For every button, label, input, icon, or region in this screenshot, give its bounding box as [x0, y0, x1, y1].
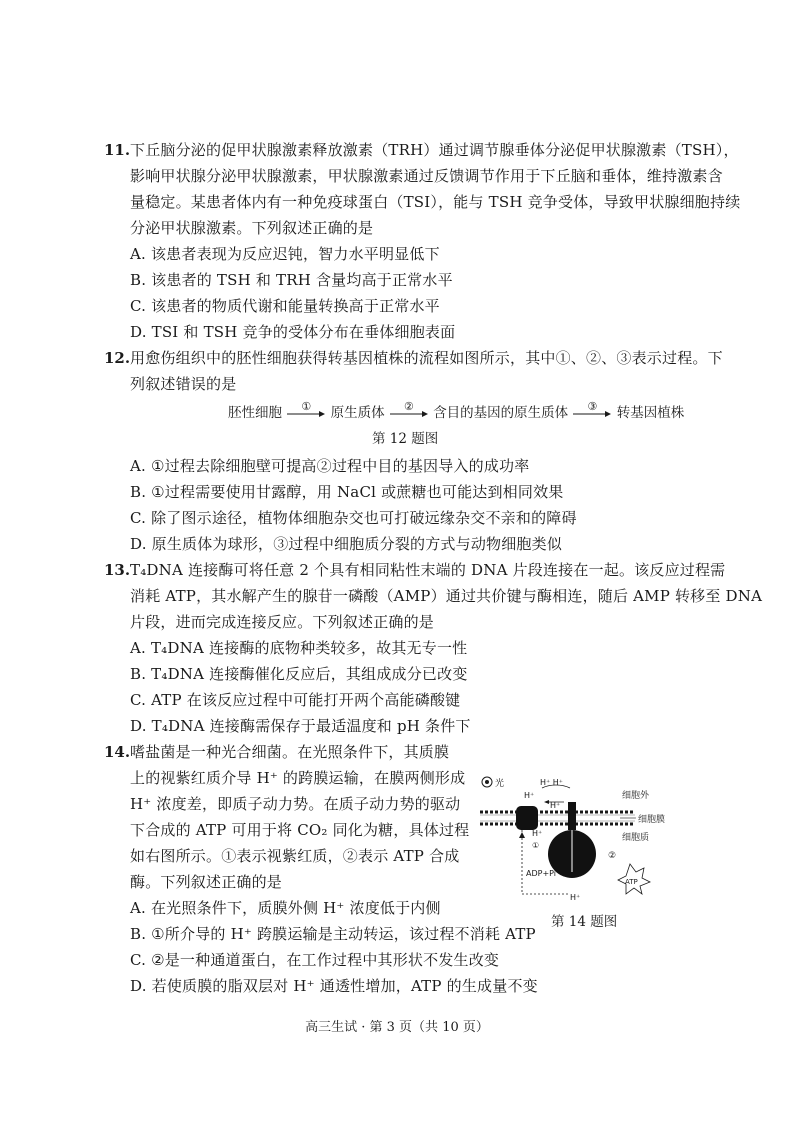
flow-node-protoplast: 原生质体	[330, 404, 385, 421]
q14-stem-line: 嗜盐菌是一种光合细菌。在光照条件下，其质膜	[130, 743, 450, 761]
q12-flowchart	[228, 399, 685, 423]
q14-stem-line: 如右图所示。①表示视紫红质，②表示 ATP 合成	[130, 847, 460, 865]
q12-stem-line: 列叙述错误的是	[130, 375, 237, 393]
flow-arrow-1	[286, 399, 326, 423]
q11-option-d: D. TSI 和 TSH 竞争的受体分布在垂体细胞表面	[130, 323, 456, 341]
h-ion-mid-label: H⁺	[550, 801, 561, 810]
q12-option-d: D. 原生质体为球形，③过程中细胞质分裂的方式与动物细胞类似	[130, 535, 563, 553]
h-ion-a-label: H⁺	[524, 791, 535, 800]
q14-option-b: B. ①所介导的 H⁺ 跨膜运输是主动转运，该过程不消耗 ATP	[130, 925, 536, 943]
atp-label: ATP	[625, 878, 638, 886]
q13-stem-line: 消耗 ATP，其水解产生的腺苷一磷酸（AMP）通过共价键与酶相连，随后 AMP 转移至 DNA	[130, 587, 763, 605]
flow-step-2-label: ②	[403, 399, 414, 413]
h-ion-bottom-label: H⁺	[570, 893, 581, 902]
q13-option-c: C. ATP 在该反应过程中可能打开两个高能磷酸键	[130, 691, 461, 709]
outside-cell-label: 细胞外	[622, 791, 650, 801]
atp-synthase-stalk	[568, 802, 576, 830]
q13-option-a: A. T₄DNA 连接酶的底物种类较多，故其无专一性	[130, 639, 468, 657]
q14-stem-line: 酶。下列叙述正确的是	[130, 873, 283, 891]
membrane-label: 细胞膜	[638, 815, 666, 825]
q12-option-b: B. ①过程需要使用甘露醇，用 NaCl 或蔗糖也可能达到相同效果	[130, 483, 564, 501]
q14-stem-line: 下合成的 ATP 可用于将 CO₂ 同化为糖，具体过程	[130, 821, 470, 839]
page-footer: 高三生试 · 第 3 页（共 10 页）	[305, 1020, 489, 1035]
q13-option-d: D. T₄DNA 连接酶需保存于最适温度和 pH 条件下	[130, 717, 471, 735]
light-icon	[482, 777, 492, 787]
q12-figure-caption: 第 12 题图	[372, 431, 439, 447]
light-label: 光	[495, 779, 505, 789]
arrow-right-icon	[389, 411, 429, 417]
q12-stem-line: 用愈伤组织中的胚性细胞获得转基因植株的流程如图所示，其中①、②、③表示过程。下	[130, 349, 723, 367]
q14-option-a: A. 在光照条件下，质膜外侧 H⁺ 浓度低于内侧	[130, 899, 441, 917]
q11-stem-line: 量稳定。某患者体内有一种免疫球蛋白（TSI），能与 TSH 竞争受体，导致甲状腺细胞持续	[130, 193, 741, 211]
q13-option-b: B. T₄DNA 连接酶催化反应后，其组成成分已改变	[130, 665, 468, 683]
flow-arrow-3	[572, 399, 612, 423]
q11-stem-line: 下丘脑分泌的促甲状腺激素释放激素（TRH）通过调节腺垂体分泌促甲状腺激素（TSH），	[130, 141, 739, 159]
q13-number: 13.	[104, 561, 131, 579]
flow-step-3-label: ③	[587, 399, 598, 413]
number-1-label: ①	[532, 841, 540, 850]
q14-stem-line: 上的视紫红质介导 H⁺ 的跨膜运输，在膜两侧形成	[130, 769, 466, 787]
q12-option-c: C. 除了图示途径，植物体细胞杂交也可打破远缘杂交不亲和的障碍	[130, 509, 577, 527]
q12-option-a: A. ①过程去除细胞壁可提高②过程中目的基因导入的成功率	[130, 457, 530, 475]
q12-number: 12.	[104, 349, 131, 367]
flow-node-transgenic-plant: 转基因植株	[616, 404, 685, 421]
q11-stem-line: 分泌甲状腺激素。下列叙述正确的是	[130, 219, 374, 237]
q11-stem-line: 影响甲状腺分泌甲状腺激素，甲状腺激素通过反馈调节作用于下丘脑和垂体，维持激素含	[130, 167, 723, 185]
q14-figure-caption: 第 14 题图	[551, 914, 618, 930]
q11-option-a: A. 该患者表现为反应迟钝，智力水平明显低下	[130, 245, 440, 263]
q11-option-b: B. 该患者的 TSH 和 TRH 含量均高于正常水平	[130, 271, 453, 289]
q14-number: 14.	[104, 743, 131, 761]
flow-node-transformed-protoplast: 含目的基因的原生质体	[433, 404, 569, 421]
bacteriorhodopsin-protein	[516, 806, 538, 830]
q14-option-d: D. 若使质膜的脂双层对 H⁺ 通透性增加，ATP 的生成量不变	[130, 977, 538, 995]
q14-stem-line: H⁺ 浓度差，即质子动力势。在质子动力势的驱动	[130, 795, 461, 813]
arrow-right-icon	[572, 411, 612, 417]
q14-membrane-diagram	[470, 772, 692, 912]
lipid-bilayer	[480, 812, 635, 824]
q13-stem-line: T₄DNA 连接酶可将任意 2 个具有相同粘性末端的 DNA 片段连接在一起。该反应过程需	[130, 561, 726, 579]
adp-pi-label: ADP+Pi	[526, 869, 557, 878]
flow-node-embryonic-cell: 胚性细胞	[228, 404, 282, 421]
q14-option-c: C. ②是一种通道蛋白，在工作过程中其形状不发生改变	[130, 951, 500, 969]
cytoplasm-label: 细胞质	[622, 833, 650, 843]
flow-step-1-label: ①	[301, 399, 312, 413]
h-ion-left-label: H⁺	[532, 829, 543, 838]
q11-option-c: C. 该患者的物质代谢和能量转换高于正常水平	[130, 297, 440, 315]
arrow-right-icon	[286, 411, 326, 417]
flow-arrow-2	[389, 399, 429, 423]
number-2-label: ②	[608, 851, 617, 861]
q11-number: 11.	[104, 141, 131, 159]
h-ion-top-label: H⁺ H⁺	[540, 778, 564, 787]
q13-stem-line: 片段，进而完成连接反应。下列叙述正确的是	[130, 613, 435, 631]
